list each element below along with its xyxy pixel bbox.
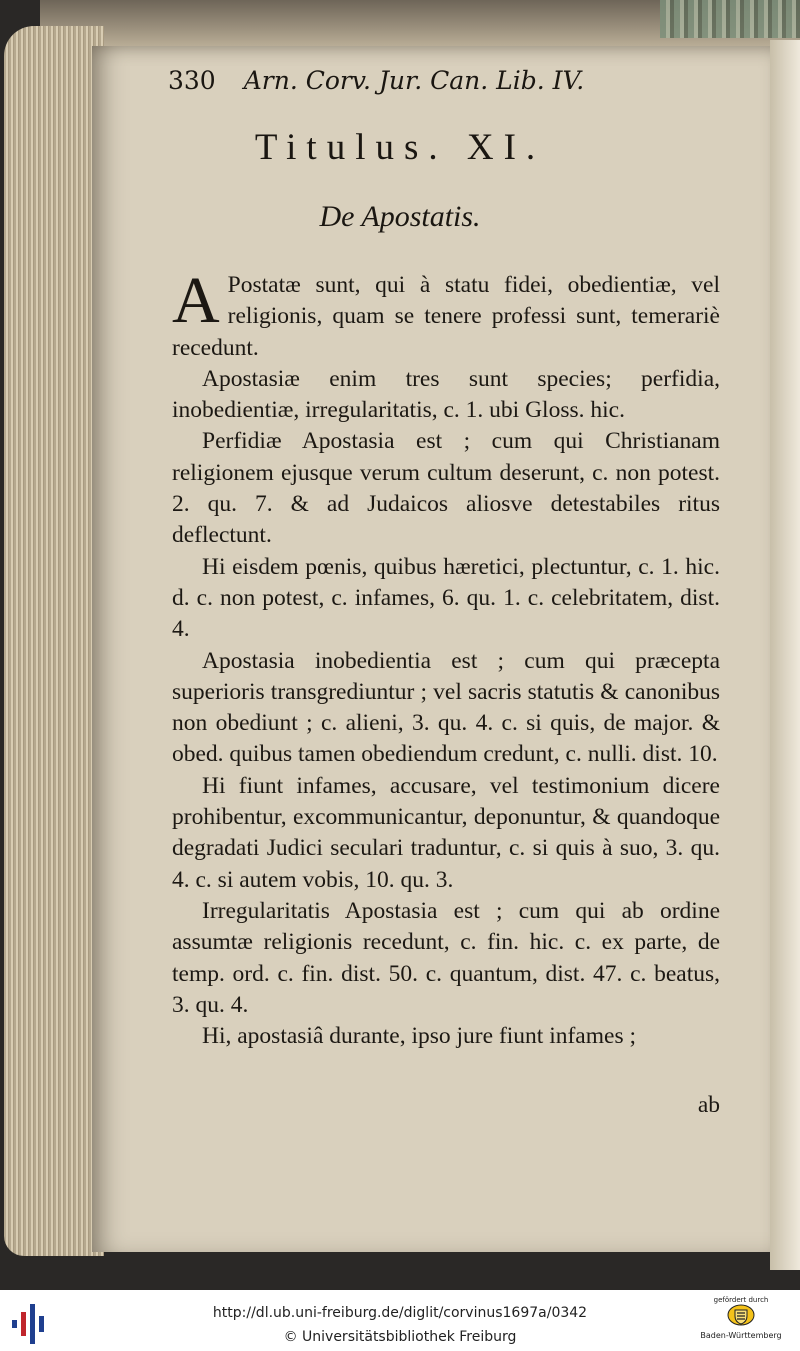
sponsor-badge[interactable] <box>700 1296 782 1340</box>
paragraph-7: Irregularitatis Apostasia est ; cum qui ab ordine assumtæ religionis recedunt, c. fin. hic. c. ex parte, de temp. ord. c. fin. dist. 50. c. quantum, dist. 47. c. beatus, 3. qu. 4. <box>172 897 720 1018</box>
drop-capital: A <box>172 264 220 337</box>
catchword: ab <box>697 1092 720 1118</box>
page-body <box>172 264 720 1052</box>
paragraph-1 <box>172 264 720 364</box>
paragraph-2: Apostasiæ enim tres sunt species; perfidia, inobedientiæ, irregularitatis, c. 1. ubi Gloss. hic. <box>172 365 720 424</box>
chapter-title: Titulus. XI. <box>254 127 546 168</box>
sponsor-region: Baden-Württemberg <box>700 1331 782 1340</box>
paragraph-3: Perfidiæ Apostasia est ; cum qui Christianam religionem ejusque verum cultum deserunt, c. non potest. 2. qu. 7. & ad Judaicos aliosve detestabiles ritus deflectunt. <box>172 428 720 549</box>
paragraph-text: Postatæ sunt, qui à statu fidei, obedientiæ, vel religionis, quam se tenere professi sunt, temerariè recedunt. <box>172 272 720 361</box>
permalink[interactable]: http://dl.ub.uni-freiburg.de/diglit/corvinus1697a/0342 <box>212 1305 588 1321</box>
bookmark-ribbon <box>660 0 800 38</box>
paragraph-4: Hi eisdem pœnis, quibus hæretici, plectuntur, c. 1. hic. d. c. non potest, c. infames, 6. qu. 1. c. celebritatem, dist. 4. <box>172 553 720 643</box>
paragraph-6: Hi fiunt infames, accusare, vel testimonium dicere prohibentur, excommunicantur, deponuntur, & quandoque degradati Judici seculari traduntur, c. si quis à suo, 3. qu. 4. c. si autem vobis, 10. qu. 3. <box>172 772 720 893</box>
paragraph-8: Hi, apostasiâ durante, ipso jure fiunt infames ; <box>202 1023 636 1050</box>
paragraph-5: Apostasia inobedientia est ; cum qui præcepta superioris transgrediuntur ; vel sacris statutis & canonibus non obediunt ; c. alieni, 3. qu. 4. c. si quis, de major. & obed. quibus tamen obediendum credunt, c. nulli. dist. 10. <box>172 647 720 768</box>
chapter-subtitle: De Apostatis. <box>319 200 481 233</box>
running-head-text: Arn. Corv. Jur. Can. Lib. IV. <box>243 66 585 95</box>
logo-bar <box>12 1320 17 1328</box>
sponsor-label: gefördert durch <box>713 1296 769 1304</box>
running-head <box>168 66 584 95</box>
page-number: 330 <box>168 66 216 95</box>
copyright-notice: © Universitätsbibliothek Freiburg <box>283 1329 517 1345</box>
coat-of-arms-icon <box>726 1304 756 1326</box>
